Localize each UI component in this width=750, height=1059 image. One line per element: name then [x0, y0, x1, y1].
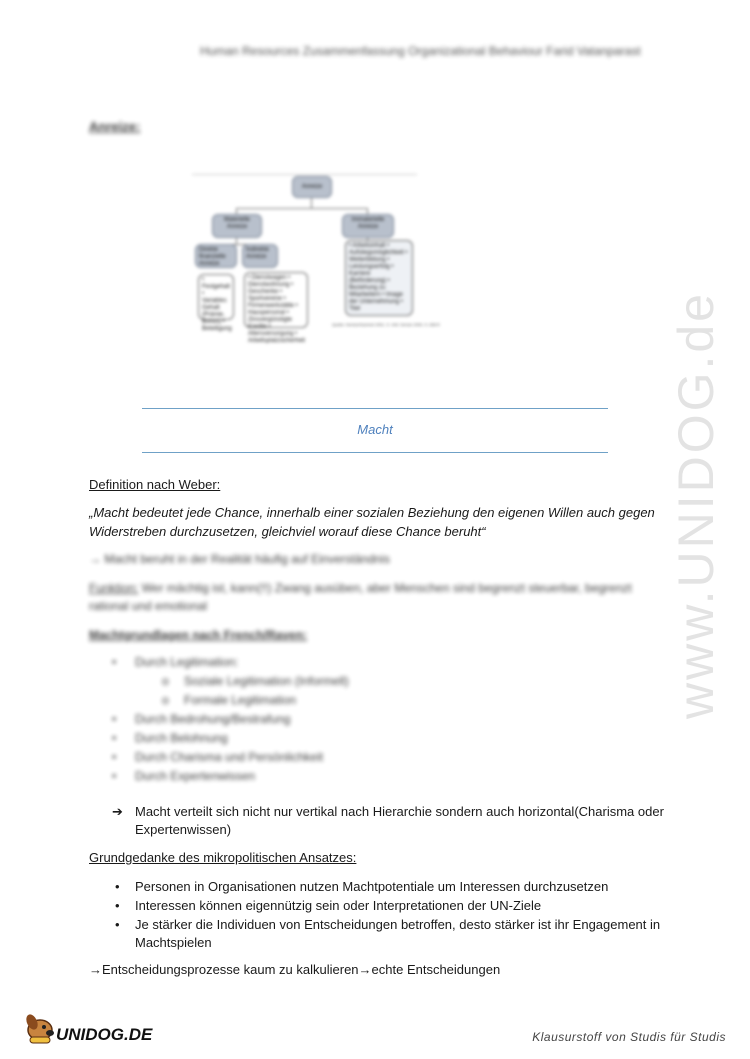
section-top-rule [142, 408, 608, 409]
footer-slogan: Klausurstoff von Studis für Studis [532, 1030, 726, 1044]
anreize-org-chart [192, 168, 441, 344]
dog-logo-icon [22, 1010, 162, 1046]
conclusion-paragraph [112, 803, 672, 839]
function-text: Wer mächtig ist, kann(!!) Zwang ausüben, aber Menschen sind begrenzt steuerbar, begrenzt rational und emotional [89, 581, 632, 613]
unidog-logo [22, 1010, 162, 1046]
list-item: o Soziale Legitimation (Informell) [162, 674, 349, 688]
chart-right-group-label: Immaterielle Anreize [351, 217, 385, 230]
chart-left-group-label: Materielle Anreize [223, 217, 250, 230]
anreize-heading: Anreize: [89, 119, 141, 134]
chart-left-sub2-items-text: • Dienstwagen • Dienstwohnung • Geschenke • Sportvereine • Firmenwerkstätte • Hauspersonal • Zinsvergünstigte Kredite • Altersversorgung • Arbeitsplatzsicherheit [248, 275, 306, 344]
chart-source-note: Quelle: Hentze/Kammel 2001, S. 434; Scholz 2000, S. 838 ff. [332, 322, 441, 327]
chart-left-sub2 [242, 244, 278, 268]
section-bottom-rule [142, 452, 608, 453]
final-line: →Entscheidungsprozesse kaum zu kalkulieren→echte Entscheidungen [89, 962, 501, 977]
bullet-icon: • [115, 898, 120, 913]
chart-left-sub1-label: Direkte finanzielle Anreize [199, 247, 226, 267]
weber-quote [89, 503, 659, 541]
list-item-text: Durch Bedrohung/Bestrafung [135, 712, 291, 726]
machtgrundlagen-heading: Machtgrundlagen nach French/Raven: [89, 628, 308, 642]
unidog-watermark [656, 275, 736, 735]
bullet-icon: • [115, 917, 120, 932]
definition-note: → Macht beruht in der Realität häufig auf Einverständnis [89, 552, 390, 566]
bullet-icon: • [115, 879, 120, 894]
section-title: Macht [357, 422, 393, 437]
list-item: • Durch Expertenwissen [112, 769, 256, 783]
list-item: • Durch Legitimation: [112, 655, 239, 669]
mikropolitik-list [112, 878, 672, 953]
mikropolitik-heading: Grundgedanke des mikropolitischen Ansatzes: [89, 850, 357, 865]
function-label: Funktion: [89, 581, 139, 595]
chart-root-box [292, 176, 332, 198]
chart-left-sub1-items [198, 274, 234, 332]
chart-right-items: • Arbeitsinhalt • Aufstiegsmöglichkeit • Weiterbildung • Leistungserfolg • Karriere (Beförderung) • Beziehung zu Mitarbeitern • Image der Unternehmung • Titel [349, 243, 408, 312]
list-item-text: Durch Charisma und Persönlichkeit [135, 750, 324, 764]
list-item-text: Durch Belohnung [135, 731, 228, 745]
definition-heading: Definition nach Weber: [89, 477, 221, 492]
list-item-text: Je stärker die Individuen von Entscheidungen betroffen, desto stärker ist ihr Engagement in Machtspielen [135, 917, 661, 950]
list-item-text: Durch Legitimation: [135, 655, 239, 669]
chart-left-sub2-label: Indirekte Anreize [246, 247, 270, 260]
list-item [112, 916, 672, 952]
arrow-icon: ➔ [112, 804, 123, 819]
list-item: • Durch Charisma und Persönlichkeit [112, 750, 324, 764]
function-paragraph [89, 579, 649, 615]
chart-left-sub1 [195, 244, 237, 268]
list-item: • Durch Belohnung [112, 731, 228, 745]
machtgrundlagen-list [112, 653, 532, 786]
list-item-text: Personen in Organisationen nutzen Machtpotentiale um Interessen durchzusetzen [135, 879, 609, 894]
chart-right-box [345, 240, 413, 316]
list-item: o Formale Legitimation [162, 693, 297, 707]
weber-quote-text: „Macht bedeutet jede Chance, innerhalb einer sozialen Beziehung den eigenen Willen auch gegen Widerstreben durchzusetzen, gleichviel worauf diese Chance beruht“ [89, 505, 655, 539]
chart-left-sub2-items [244, 272, 308, 344]
conclusion-text: Macht verteilt sich nicht nur vertikal nach Hierarchie sondern auch horizontal(Charisma oder Expertenwissen) [135, 804, 664, 837]
list-subitem-text: Soziale Legitimation (Informell) [184, 674, 349, 688]
logo-text: UNIDOG.DE [56, 1025, 153, 1044]
list-item [112, 897, 672, 915]
chart-right-group [342, 214, 394, 238]
list-item: • Durch Bedrohung/Bestrafung [112, 712, 291, 726]
list-item-text: Durch Expertenwissen [135, 769, 256, 783]
list-subitem-text: Formale Legitimation [184, 693, 297, 707]
page-header: Human Resources Zusammenfassung Organizational Behaviour Farid Vatanparast [200, 44, 641, 58]
chart-left-group [212, 214, 262, 238]
watermark-text: www.UNIDOG.de [668, 291, 724, 719]
chart-root-label: Anreize [301, 184, 323, 190]
list-item [112, 878, 672, 896]
chart-left-sub1-items-text: • Festgehalt • Variables Gehalt (Prämie, Bonus) • Beteiligung [202, 277, 232, 332]
list-item-text: Interessen können eigennützig sein oder Interpretationen der UN-Ziele [135, 898, 542, 913]
